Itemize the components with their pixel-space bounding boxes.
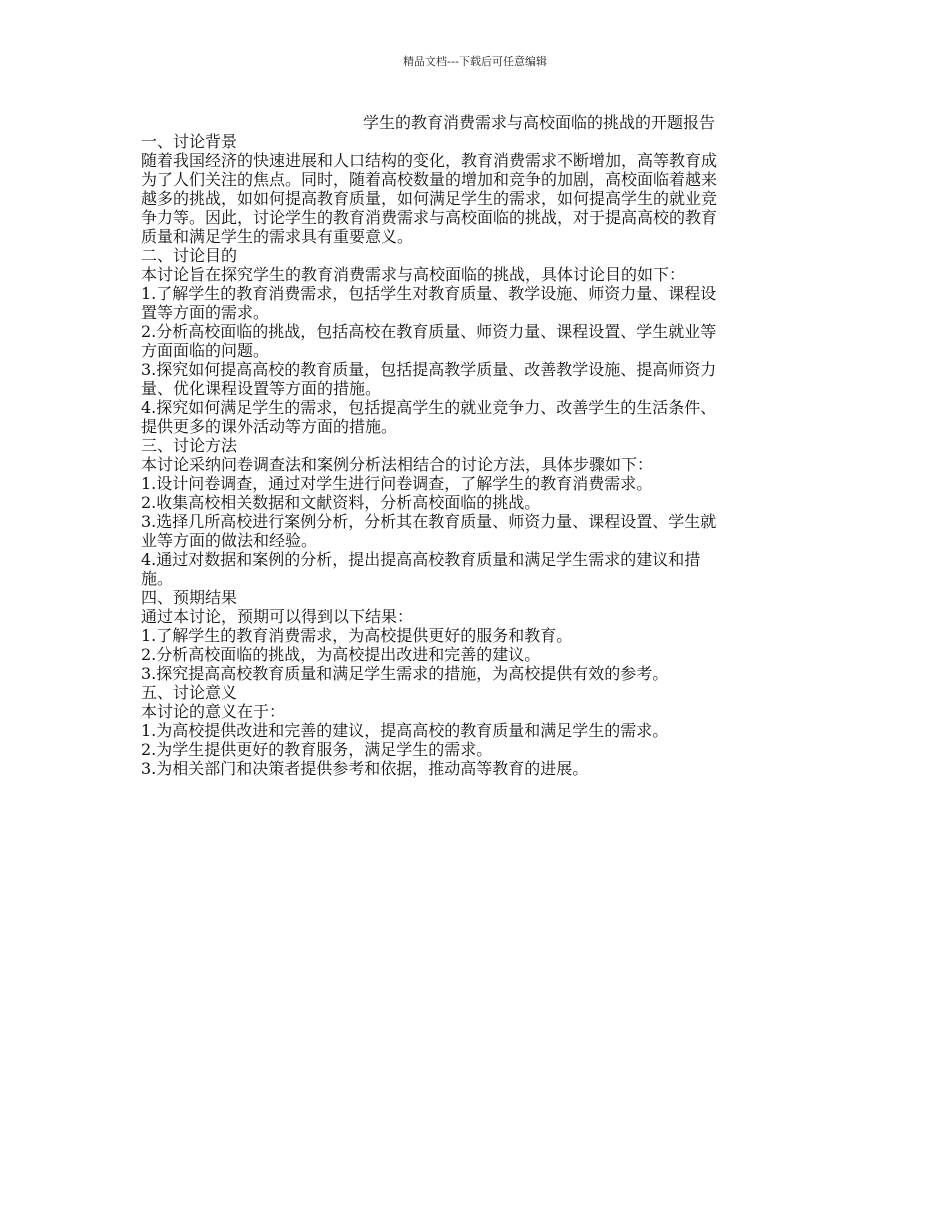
section-intro: 本讨论的意义在于：: [141, 702, 286, 721]
section-heading: 四、预期结果: [141, 588, 238, 607]
section-heading: 三、讨论方法: [141, 436, 238, 455]
text-line: 3.选择几所高校进行案例分析，分析其在教育质量、师资力量、课程设置、学生就: [141, 512, 717, 531]
text-line: 2.分析高校面临的挑战，包括高校在教育质量、师资力量、课程设置、学生就业等: [141, 322, 717, 341]
document-title: 学生的教育消费需求与高校面临的挑战的开题报告: [363, 113, 716, 132]
section-method: [141, 436, 821, 588]
paragraph: [141, 151, 821, 246]
text-line: 3.探究如何提高高校的教育质量，包括提高教学质量、改善教学设施、提高师资力: [141, 360, 717, 379]
document-body: [141, 113, 821, 778]
list-item: [141, 398, 821, 436]
text-line: 提供更多的课外活动等方面的措施。: [141, 417, 398, 436]
section-intro: 本讨论旨在探究学生的教育消费需求与高校面临的挑战，具体讨论目的如下：: [141, 265, 686, 284]
text-line: 业等方面的做法和经验。: [141, 531, 318, 550]
list-item: [141, 360, 821, 398]
section-intro: 通过本讨论，预期可以得到以下结果：: [141, 607, 414, 626]
list-item: [141, 493, 821, 512]
text-line: 争力等。因此，讨论学生的教育消费需求与高校面临的挑战，对于提高高校的教育: [141, 208, 718, 227]
text-line: 方面面临的问题。: [141, 341, 270, 360]
text-line: 量、优化课程设置等方面的措施。: [141, 379, 382, 398]
list-item: [141, 474, 821, 493]
section-significance: [141, 683, 821, 778]
list-item: [141, 284, 821, 322]
section-background: [141, 132, 821, 246]
section-intro: 本讨论采纳问卷调查法和案例分析法相结合的讨论方法，具体步骤如下：: [141, 455, 654, 474]
section-heading: 一、讨论背景: [141, 132, 238, 151]
text-line: 4.通过对数据和案例的分析，提出提高高校教育质量和满足学生需求的建议和措: [141, 550, 701, 569]
list-item: [141, 322, 821, 360]
list-item: [141, 512, 821, 550]
list-item: 1.为高校提供改进和完善的建议，提高高校的教育质量和满足学生的需求。: [141, 721, 669, 740]
section-results: [141, 588, 821, 683]
text-line: 越多的挑战，如如何提高教育质量，如何满足学生的需求，如何提高学生的就业竞: [141, 189, 718, 208]
text-line: 1.了解学生的教育消费需求，包括学生对教育质量、教学设施、师资力量、课程设: [141, 284, 717, 303]
text-line: 为了人们关注的焦点。同时，随着高校数量的增加和竞争的加剧，高校面临着越来: [141, 170, 718, 189]
text-line: 置等方面的需求。: [141, 303, 270, 322]
section-purpose: [141, 246, 821, 436]
text-line: 随着我国经济的快速进展和人口结构的变化，教育消费需求不断增加，高等教育成: [141, 151, 718, 170]
section-heading: 二、讨论目的: [141, 246, 238, 265]
text-line: 1.设计问卷调查，通过对学生进行问卷调查，了解学生的教育消费需求。: [141, 474, 653, 493]
list-item: 3.为相关部门和决策者提供参考和依据，推动高等教育的进展。: [141, 759, 589, 778]
page-header: 精品文档---下载后可任意编辑: [403, 55, 547, 68]
list-item: 1.了解学生的教育消费需求，为高校提供更好的服务和教育。: [141, 626, 573, 645]
text-line: 2.收集高校相关数据和文献资料，分析高校面临的挑战。: [141, 493, 541, 512]
text-line: 质量和满足学生的需求具有重要意义。: [141, 227, 414, 246]
list-item: 2.分析高校面临的挑战，为高校提出改进和完善的建议。: [141, 645, 541, 664]
section-heading: 五、讨论意义: [141, 683, 238, 702]
list-item: 3.探究提高高校教育质量和满足学生需求的措施，为高校提供有效的参考。: [141, 664, 669, 683]
list-item: [141, 550, 821, 588]
text-line: 4.探究如何满足学生的需求，包括提高学生的就业竞争力、改善学生的生活条件、: [141, 398, 717, 417]
text-line: 施。: [141, 569, 174, 588]
list-item: 2.为学生提供更好的教育服务，满足学生的需求。: [141, 740, 493, 759]
